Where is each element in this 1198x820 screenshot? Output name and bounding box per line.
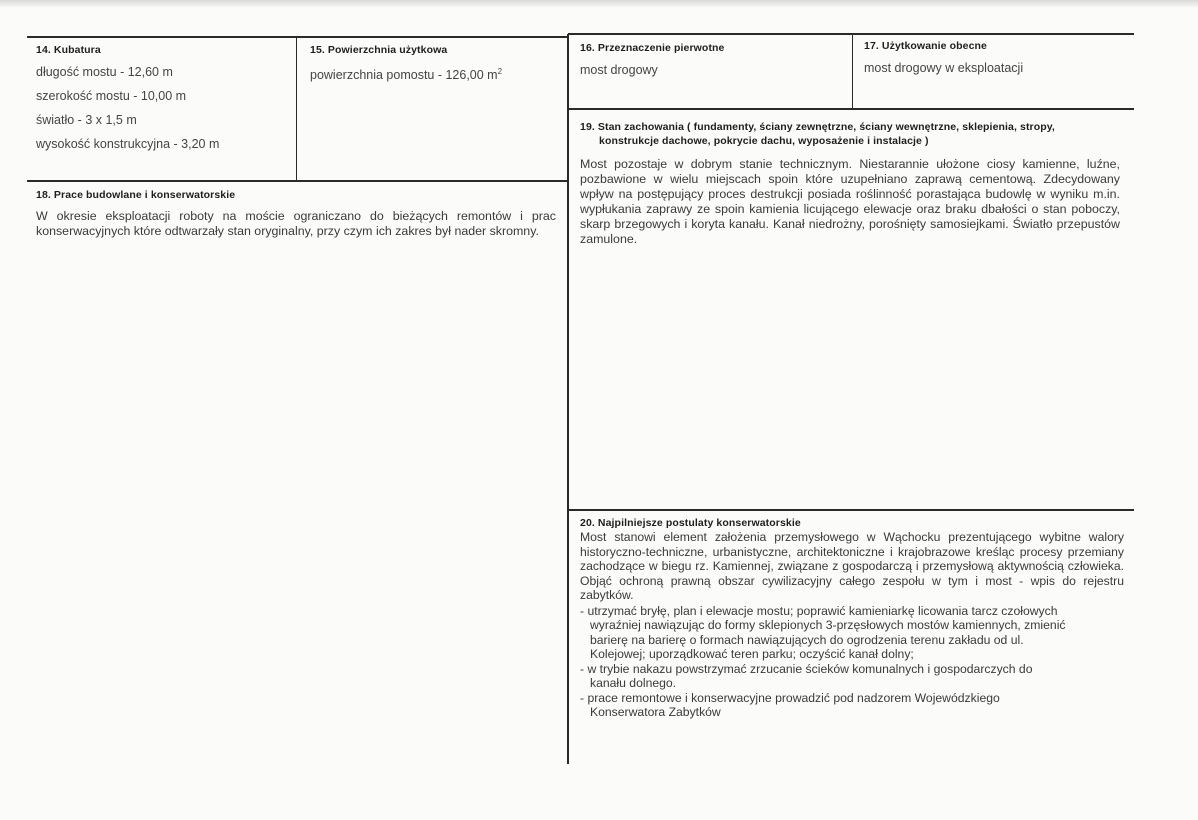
- field-stan: [580, 121, 1120, 247]
- uzytkowanie-value: most drogowy w eksploatacji: [864, 61, 1024, 75]
- field-postulaty-heading: 20. Najpilniejsze postulaty konserwatorskie: [580, 517, 801, 529]
- postulat-item: [580, 604, 1124, 662]
- field-prace: [36, 189, 556, 239]
- border-below-16-17: [568, 108, 1134, 110]
- scan-edge: [0, 0, 1198, 8]
- postulat-line: - w trybie nakazu powstrzymać zrzucanie ścieków komunalnych i gospodarczych do: [580, 661, 1033, 676]
- przeznaczenie-value: most drogowy: [580, 63, 658, 77]
- field-stan-heading: 19. Stan zachowania ( fundamenty, ściany zewnętrzne, ściany wewnętrzne, sklepienia, stropy,: [580, 121, 1055, 133]
- border-below-14-15: [27, 180, 568, 182]
- postulat-item: [580, 691, 1124, 720]
- field-powierzchnia: [310, 44, 565, 87]
- field-uzytkowanie-heading: 17. Użytkowanie obecne: [864, 40, 987, 52]
- divider-14-15: [296, 36, 297, 181]
- postulat-line: Konserwatora Zabytków: [590, 705, 721, 719]
- field-postulaty: [580, 517, 1124, 720]
- postulat-line: kanału dolnego.: [590, 676, 677, 690]
- kubatura-line: wysokość konstrukcyjna - 3,20 m: [36, 137, 220, 151]
- top-border-left: [27, 36, 568, 38]
- field-kubatura-heading: 14. Kubatura: [36, 44, 101, 56]
- postulat-line: - utrzymać bryłę, plan i elewacje mostu; poprawić kamieniarkę licowania tarcz czołowych: [580, 603, 1058, 618]
- powierzchnia-text: powierzchnia pomostu - 126,00 m: [310, 68, 498, 83]
- top-border-right: [568, 33, 1134, 35]
- postulat-line: wyraźniej nawiązując do formy sklepionych 3-przęsłowych mostów kamiennych, zmienić: [590, 618, 1066, 632]
- field-prace-heading: 18. Prace budowlane i konserwatorskie: [36, 189, 236, 201]
- stan-text: Most pozostaje w dobrym stanie technicznym. Niestarannie ułożone ciosy kamienne, luźne, pozbawione w wielu miejscach spoin które uzupełniano zaprawą cementową. Zdecydowany wpływ na postępujący proces destrukcji posiada roślinność porastająca budowlę w wyniku m.in. wypłukania zaprawy ze spoin kamienia licującego elewacje oraz braku dbałości o stan poboczy, skarp brzegowych i koryta kanału. Kanał niedrożny, porośnięty samosiejkami. Światło przepustów zamulone.: [580, 157, 1120, 246]
- kubatura-line: długość mostu - 12,60 m: [36, 65, 173, 79]
- unit-superscript: 2: [497, 67, 503, 76]
- kubatura-line: szerokość mostu - 10,00 m: [36, 89, 187, 103]
- kubatura-line: światło - 3 x 1,5 m: [36, 113, 137, 127]
- postulat-line: - prace remontowe i konserwacyjne prowadzić pod nadzorem Wojewódzkiego: [580, 690, 1000, 705]
- powierzchnia-value: [310, 60, 565, 87]
- postulaty-intro: Most stanowi element założenia przemysłowego w Wąchocku prezentującego wybitne walory historyczno-techniczne, urbanistyczne, architektoniczne i krajobrazowe kreśląc procesy przemiany zachodzące w biegu rz. Kamiennej, związane z gospodarczą i przemysłową aktywnością człowieka. Objąć ochroną prawną obszar cywilizacyjny całego zespołu w tym i most - wpis do rejestru zabytków.: [580, 530, 1124, 602]
- field-stan-heading-cont: konstrukcje dachowe, pokrycie dachu, wyposażenie i instalacje ): [599, 135, 929, 147]
- field-przeznaczenie: [580, 42, 848, 82]
- field-powierzchnia-heading: 15. Powierzchnia użytkowa: [310, 44, 448, 56]
- divider-16-17: [852, 34, 853, 109]
- field-uzytkowanie: [864, 40, 1132, 80]
- border-below-19: [568, 509, 1134, 511]
- center-divider: [567, 34, 569, 764]
- postulat-line: Kolejowej; uporządkować teren parku; oczyścić kanał dolny;: [590, 647, 914, 661]
- postulat-item: [580, 662, 1124, 691]
- field-przeznaczenie-heading: 16. Przeznaczenie pierwotne: [580, 42, 725, 54]
- prace-text: W okresie eksploatacji roboty na moście ograniczano do bieżących remontów i prac konserwacyjnych które odtwarzały stan oryginalny, przy czym ich zakres był nader skromny.: [36, 209, 556, 238]
- postulat-line: barierę na barierę o formach nawiązujących do ogrodzenia terenu zakładu od ul.: [590, 632, 1024, 647]
- field-kubatura: [36, 44, 291, 156]
